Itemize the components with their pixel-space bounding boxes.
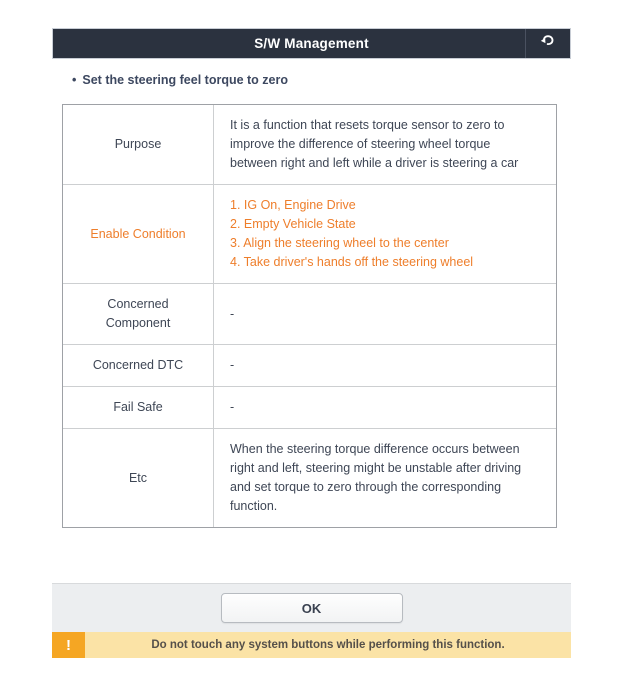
row-value	[214, 284, 556, 344]
warning-bar	[52, 632, 571, 658]
return-button[interactable]	[525, 29, 570, 58]
function-subtitle	[72, 72, 288, 88]
row-label: Concerned Component	[63, 284, 214, 344]
row-value-line: When the steering torque difference occurs between right and left, steering might be unstable after driving and set torque to zero through the corresponding function.	[230, 442, 522, 513]
table-row	[63, 283, 556, 344]
row-value	[214, 345, 556, 386]
row-label: Concerned DTC	[63, 345, 214, 386]
row-value-line: 3. Align the steering wheel to the center	[230, 236, 449, 250]
table-row	[63, 428, 556, 527]
row-value	[214, 185, 556, 283]
row-label: Enable Condition	[63, 185, 214, 283]
warning-message: Do not touch any system buttons while performing this function.	[85, 632, 571, 658]
header-bar	[52, 28, 571, 59]
row-label: Etc	[63, 429, 214, 527]
row-value-line: 2. Empty Vehicle State	[230, 217, 356, 231]
function-subtitle-label: Set the steering feel torque to zero	[82, 73, 288, 87]
row-value-line: -	[230, 400, 235, 414]
row-value	[214, 429, 556, 527]
row-value-line: 4. Take driver's hands off the steering wheel	[230, 255, 474, 269]
return-arrow-icon	[538, 31, 558, 56]
row-value-line: -	[230, 358, 235, 372]
row-value	[214, 105, 556, 184]
row-value-line: -	[230, 306, 235, 321]
row-label: Purpose	[63, 105, 214, 184]
table-row	[63, 105, 556, 184]
row-value-line: 1. IG On, Engine Drive	[230, 198, 356, 212]
function-info-table	[62, 104, 557, 528]
bullet-icon: •	[72, 73, 77, 87]
table-row	[63, 386, 556, 428]
row-value	[214, 387, 556, 428]
table-row	[63, 184, 556, 283]
row-value-line: It is a function that resets torque sensor to zero to improve the difference of steering wheel torque between right and left while a driver is steering a car	[230, 118, 519, 170]
table-row	[63, 344, 556, 386]
footer-strip	[52, 583, 571, 632]
page-title: S/W Management	[254, 36, 369, 51]
exclamation-icon: !	[52, 632, 85, 658]
row-label: Fail Safe	[63, 387, 214, 428]
ok-button[interactable]: OK	[221, 593, 403, 623]
